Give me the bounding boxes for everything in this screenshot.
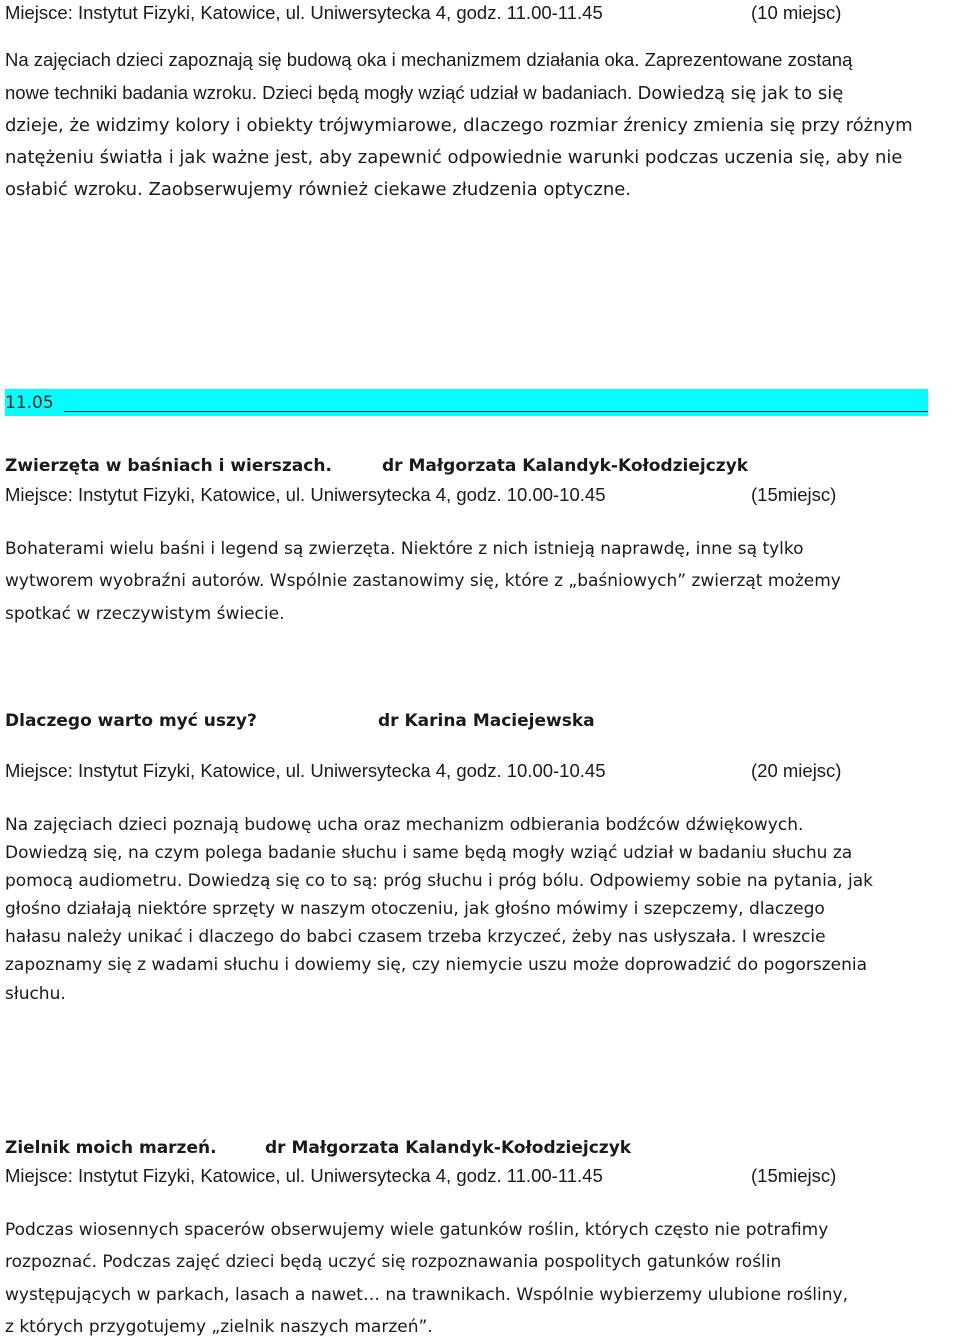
session-3-title: Zielnik moich marzeń. (5, 1138, 217, 1158)
top-desc-line-1: Na zajęciach dzieci zapoznają się budową oka i mechanizmem działania oka. Zaprezentowane zostaną (5, 49, 853, 70)
session-2-desc-line-2: Dowiedzą się, na czym polega badanie słuchu i same będą mogły wziąć udział w badaniu słuchu za (5, 843, 853, 863)
session-3-desc-line-1: Podczas wiosennych spacerów obserwujemy wiele gatunków roślin, których często nie potrafimy (5, 1220, 829, 1240)
date-header-rule (64, 411, 928, 412)
date-header-bar (5, 389, 928, 416)
session-1-location: Miejsce: Instytut Fizyki, Katowice, ul. Uniwersytecka 4, godz. 10.00-10.45 (5, 484, 606, 505)
session-2-desc-line-4: głośno działają niektóre sprzęty w naszym otoczeniu, jak głośno mówimy i szepczemy, dlaczego (5, 899, 825, 919)
session-3-location: Miejsce: Instytut Fizyki, Katowice, ul. Uniwersytecka 4, godz. 11.00-11.45 (5, 1165, 603, 1186)
session-1-title: Zwierzęta w baśniach i wierszach. (5, 456, 332, 476)
session-2-desc-line-6: zapoznamy się z wadami słuchu i dowiemy się, czy niemycie uszu może doprowadzić do pogorszenia (5, 955, 868, 975)
session-3-seats: (15miejsc) (751, 1165, 837, 1186)
top-desc-line-2a: nowe techniki badania wzroku. Dzieci będą mogły wziąć udział w badaniach. (5, 82, 633, 103)
top-location (5, 2, 603, 24)
session-2-lecturer: dr Karina Maciejewska (378, 711, 595, 731)
session-3-lecturer: dr Małgorzata Kalandyk-Kołodziejczyk (265, 1138, 632, 1158)
session-3-desc-line-2: rozpoznać. Podczas zajęć dzieci będą uczyć się rozpoznawania pospolitych gatunków roślin (5, 1252, 782, 1272)
top-desc-line-5: osłabić wzroku. Zaobserwujemy również ciekawe złudzenia optyczne. (5, 179, 632, 200)
top-desc-line-4: natężeniu światła i jak ważne jest, aby zapewnić odpowiednie warunki podczas uczenia się, aby nie (5, 147, 903, 168)
top-desc-line-2 (5, 82, 843, 105)
session-2-desc-line-7: słuchu. (5, 984, 66, 1004)
session-2-location: Miejsce: Instytut Fizyki, Katowice, ul. Uniwersytecka 4, godz. 10.00-10.45 (5, 760, 606, 781)
date-header: 11.05 (5, 393, 54, 413)
session-3-desc-line-4: z których przygotujemy „zielnik naszych marzeń”. (5, 1317, 433, 1337)
session-1-desc-line-3: spotkać w rzeczywistym świecie. (5, 604, 285, 624)
session-3-desc-line-3: występujących w parkach, lasach a nawet… na trawnikach. Wspólnie wybierzemy ulubione rośliny, (5, 1285, 848, 1305)
session-1-desc-line-1: Bohaterami wielu baśni i legend są zwierzęta. Niektóre z nich istnieją naprawdę, inne są tylko (5, 539, 804, 559)
session-1-seats: (15miejsc) (751, 484, 837, 505)
session-1-lecturer: dr Małgorzata Kalandyk-Kołodziejczyk (382, 456, 749, 476)
session-1-desc-line-2: wytworem wyobraźni autorów. Wspólnie zastanowimy się, które z „baśniowych” zwierząt możemy (5, 571, 841, 591)
session-2-desc-line-5: hałasu należy unikać i dlaczego do babci czasem trzeba krzyczeć, żeby nas usłyszała. I wreszcie (5, 927, 826, 947)
top-desc-line-3: dzieje, że widzimy kolory i obiekty trójwymiarowe, dlaczego rozmiar źrenicy zmienia się przy różnym (5, 115, 913, 136)
session-2-desc-line-3: pomocą audiometru. Dowiedzą się co to są: próg słuchu i próg bólu. Odpowiemy sobie na pytania, jak (5, 871, 874, 891)
top-seats: (10 miejsc) (751, 2, 842, 23)
top-location-text: Miejsce: Instytut Fizyki, Katowice, ul. Uniwersytecka 4, godz. 11.00-11.45 (5, 2, 603, 23)
top-desc-line-2b: Dowiedzą się jak to się (637, 83, 844, 104)
session-2-seats: (20 miejsc) (751, 760, 842, 781)
session-2-desc-line-1: Na zajęciach dzieci poznają budowę ucha oraz mechanizm odbierania bodźców dźwiękowych. (5, 815, 804, 835)
session-2-title: Dlaczego warto myć uszy? (5, 711, 257, 731)
